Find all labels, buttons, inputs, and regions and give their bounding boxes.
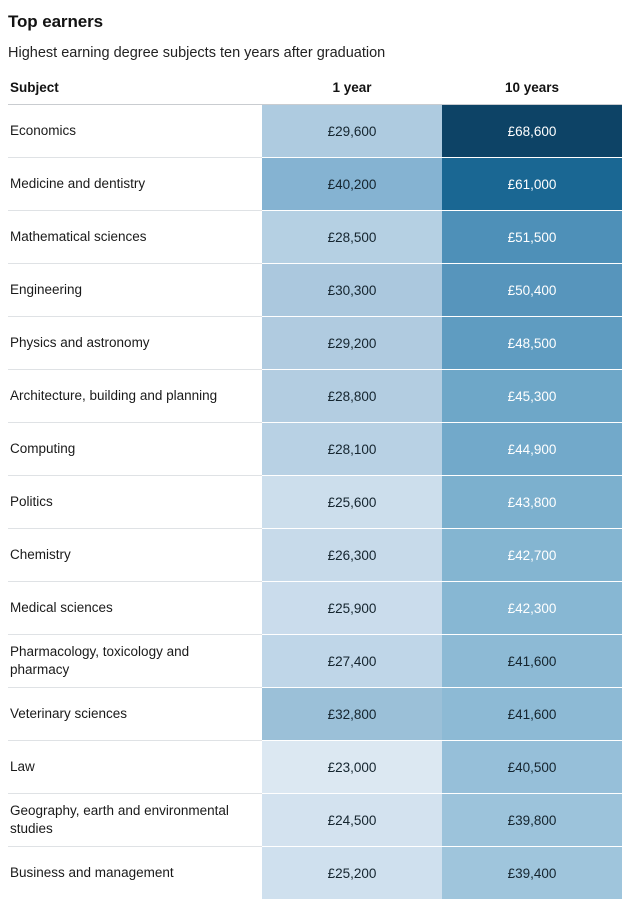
cell-ten-years: £45,300 [442, 370, 622, 423]
cell-ten-years: £51,500 [442, 211, 622, 264]
earnings-table [8, 80, 622, 899]
column-header-subject: Subject [8, 80, 262, 105]
cell-one-year: £29,200 [262, 317, 442, 370]
cell-one-year: £30,300 [262, 264, 442, 317]
cell-one-year: £29,600 [262, 105, 442, 158]
cell-one-year: £23,000 [262, 741, 442, 794]
cell-one-year: £26,300 [262, 529, 442, 582]
cell-one-year: £25,900 [262, 582, 442, 635]
cell-subject: Geography, earth and environmental studies [8, 794, 262, 847]
table-row [8, 423, 622, 476]
cell-subject: Politics [8, 476, 262, 529]
cell-one-year: £28,500 [262, 211, 442, 264]
cell-ten-years: £41,600 [442, 635, 622, 688]
table-row [8, 264, 622, 317]
column-header-one-year: 1 year [262, 80, 442, 105]
cell-ten-years: £39,800 [442, 794, 622, 847]
cell-subject: Medicine and dentistry [8, 158, 262, 211]
table-row [8, 317, 622, 370]
table-row [8, 794, 622, 847]
table-row [8, 529, 622, 582]
cell-one-year: £28,100 [262, 423, 442, 476]
cell-ten-years: £41,600 [442, 688, 622, 741]
cell-subject: Veterinary sciences [8, 688, 262, 741]
page-subtitle: Highest earning degree subjects ten years after graduation [8, 45, 622, 61]
table-header [8, 80, 622, 105]
table-row [8, 211, 622, 264]
cell-subject: Architecture, building and planning [8, 370, 262, 423]
cell-ten-years: £44,900 [442, 423, 622, 476]
cell-one-year: £24,500 [262, 794, 442, 847]
cell-ten-years: £42,300 [442, 582, 622, 635]
table-row [8, 476, 622, 529]
table-row [8, 688, 622, 741]
cell-one-year: £25,600 [262, 476, 442, 529]
cell-ten-years: £50,400 [442, 264, 622, 317]
cell-subject: Engineering [8, 264, 262, 317]
cell-one-year: £32,800 [262, 688, 442, 741]
cell-one-year: £28,800 [262, 370, 442, 423]
cell-subject: Computing [8, 423, 262, 476]
cell-subject: Medical sciences [8, 582, 262, 635]
cell-one-year: £25,200 [262, 847, 442, 899]
cell-subject: Economics [8, 105, 262, 158]
cell-ten-years: £40,500 [442, 741, 622, 794]
cell-subject: Pharmacology, toxicology and pharmacy [8, 635, 262, 688]
table-header-row [8, 80, 622, 105]
table-row [8, 582, 622, 635]
cell-one-year: £27,400 [262, 635, 442, 688]
cell-ten-years: £61,000 [442, 158, 622, 211]
table-row [8, 741, 622, 794]
cell-ten-years: £42,700 [442, 529, 622, 582]
cell-ten-years: £68,600 [442, 105, 622, 158]
cell-ten-years: £39,400 [442, 847, 622, 899]
cell-subject: Chemistry [8, 529, 262, 582]
table-row [8, 370, 622, 423]
cell-subject: Mathematical sciences [8, 211, 262, 264]
cell-subject: Law [8, 741, 262, 794]
table-body [8, 105, 622, 899]
cell-subject: Business and management [8, 847, 262, 899]
table-row [8, 635, 622, 688]
column-header-ten-years: 10 years [442, 80, 622, 105]
cell-subject: Physics and astronomy [8, 317, 262, 370]
table-row [8, 158, 622, 211]
cell-ten-years: £48,500 [442, 317, 622, 370]
cell-ten-years: £43,800 [442, 476, 622, 529]
cell-one-year: £40,200 [262, 158, 442, 211]
table-row [8, 105, 622, 158]
table-row [8, 847, 622, 899]
page-title: Top earners [8, 12, 622, 32]
